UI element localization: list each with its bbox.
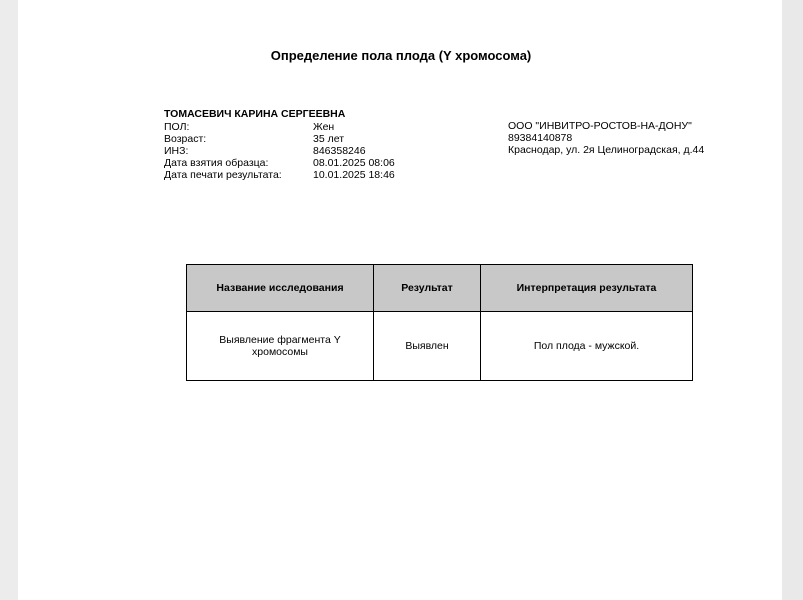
patient-inz-value: 846358246	[313, 145, 366, 157]
patient-name: ТОМАСЕВИЧ КАРИНА СЕРГЕЕВНА	[164, 108, 346, 120]
patient-sex-row	[164, 121, 395, 133]
patient-info	[164, 121, 395, 181]
print-date-value: 10.01.2025 18:46	[313, 169, 395, 181]
print-date-row	[164, 169, 395, 181]
patient-age-row	[164, 133, 395, 145]
sample-date-label: Дата взятия образца:	[164, 157, 269, 169]
patient-sex-label: ПОЛ:	[164, 121, 190, 133]
document-title: Определение пола плода (Y хромосома)	[270, 48, 532, 63]
sample-date-value: 08.01.2025 08:06	[313, 157, 395, 169]
lab-phone: 89384140878	[508, 132, 573, 144]
lab-name: ООО "ИНВИТРО-РОСТОВ-НА-ДОНУ"	[508, 120, 692, 132]
patient-sex-value: Жен	[313, 121, 335, 133]
header-test-name: Название исследования	[187, 265, 374, 312]
patient-age-value: 35 лет	[313, 133, 345, 145]
header-result: Результат	[374, 265, 481, 312]
patient-age-label: Возраст:	[164, 133, 207, 145]
patient-inz-label: ИНЗ:	[164, 145, 189, 157]
lab-address: Краснодар, ул. 2я Целиноградская, д.44	[508, 144, 705, 156]
document-page	[18, 0, 782, 600]
print-date-label: Дата печати результата:	[164, 169, 282, 181]
patient-inz-row	[164, 145, 395, 157]
results-table	[186, 264, 693, 381]
table-row	[187, 312, 693, 381]
viewer-margin	[782, 0, 803, 600]
results-header-row	[187, 265, 693, 312]
lab-info	[508, 120, 704, 156]
cell-test-name	[187, 312, 374, 381]
sample-date-row	[164, 157, 395, 169]
cell-test-name-text: Выявление фрагмента Y хромосомы	[219, 334, 341, 358]
cell-interpretation: Пол плода - мужской.	[481, 312, 693, 381]
cell-result: Выявлен	[374, 312, 481, 381]
header-interpretation: Интерпретация результата	[481, 265, 693, 312]
